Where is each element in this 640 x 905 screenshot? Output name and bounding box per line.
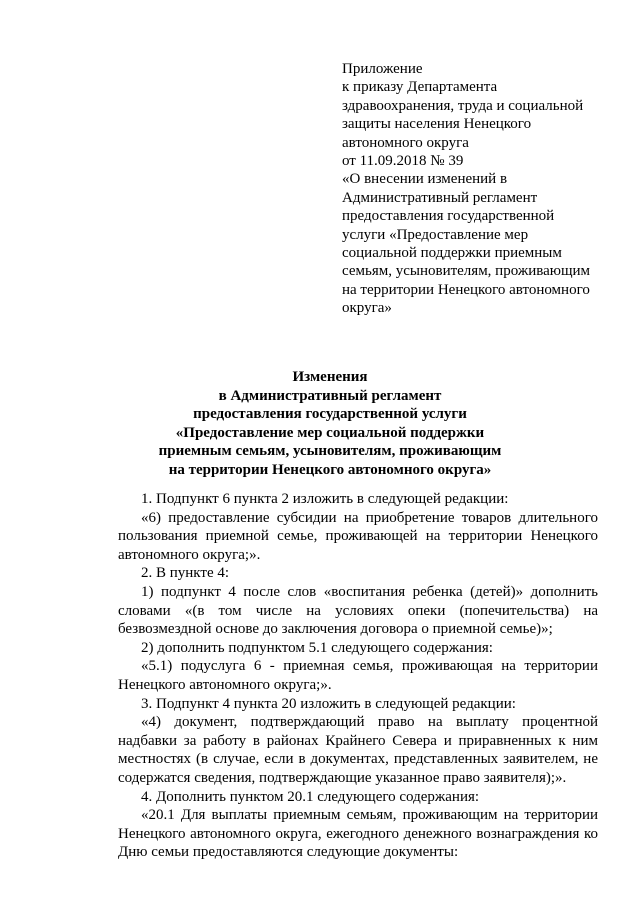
title-line: «Предоставление мер социальной поддержки [175, 424, 485, 441]
body-paragraph: 1) подпункт 4 после слов «воспитания ребенка (детей)» дополнить словами «(в том числе на условиях опеки (попечительства) на безвозмездной основе до заключения договора о приемной семье)»; [118, 583, 598, 638]
appendix-line: Приложение [342, 61, 423, 77]
document-title [100, 368, 560, 480]
appendix-line: округа» [342, 300, 392, 317]
title-line: на территории Ненецкого автономного округа» [168, 461, 492, 478]
appendix-line: автономного округа [342, 134, 469, 151]
appendix-line: услуги «Предоставление мер [342, 226, 529, 243]
body-paragraph: 1. Подпункт 6 пункта 2 изложить в следующей редакции: [141, 491, 509, 507]
appendix-line: семьям, усыновителям, проживающим [342, 263, 591, 280]
appendix-line: предоставления государственной [342, 208, 555, 225]
title-line: предоставления государственной услуги [193, 406, 467, 423]
body-paragraph: «4) документ, подтверждающий право на выплату процентной надбавки за работу в районах Крайнего Севера и приравненных к ним местностях (в случае, если в документах, представленных заявителем, не содержатся сведения, подтверждающие указанное право заявителя);». [118, 714, 598, 786]
appendix-line: на территории Ненецкого автономного [342, 281, 590, 298]
body-paragraph: «5.1) подуслуга 6 - приемная семья, проживающая на территории Ненецкого автономного округа;». [118, 658, 598, 693]
body-paragraph: 2. В пункте 4: [141, 565, 230, 582]
body-paragraph: «20.1 Для выплаты приемным семьям, проживающим на территории Ненецкого автономного округа, ежегодного денежного вознаграждения ко Дню семьи предоставляются следующие документы: [118, 807, 598, 861]
body-paragraph: 2) дополнить подпунктом 5.1 следующего содержания: [141, 639, 493, 656]
title-line: приемным семьям, усыновителям, проживающим [158, 443, 502, 460]
appendix-line: социальной поддержки приемным [342, 245, 562, 262]
appendix-line: защиты населения Ненецкого [342, 116, 532, 133]
document-body [118, 490, 598, 862]
appendix-line: от 11.09.2018 № 39 [342, 153, 464, 170]
appendix-line: Административный регламент [342, 189, 538, 206]
appendix-line: к приказу Департамента [342, 79, 498, 96]
title-line: Изменения [292, 369, 368, 385]
appendix-line: здравоохранения, труда и социальной [342, 97, 584, 114]
body-paragraph: 4. Дополнить пунктом 20.1 следующего содержания: [141, 788, 480, 805]
title-line: в Административный регламент [218, 387, 442, 404]
appendix-line: «О внесении изменений в [342, 171, 508, 188]
body-paragraph: 3. Подпункт 4 пункта 20 изложить в следующей редакции: [141, 695, 516, 712]
appendix-header [342, 60, 602, 318]
body-paragraph: «6) предоставление субсидии на приобретение товаров длительного пользования приемной семье, проживающей на территории Ненецкого автономного округа;». [118, 509, 598, 563]
